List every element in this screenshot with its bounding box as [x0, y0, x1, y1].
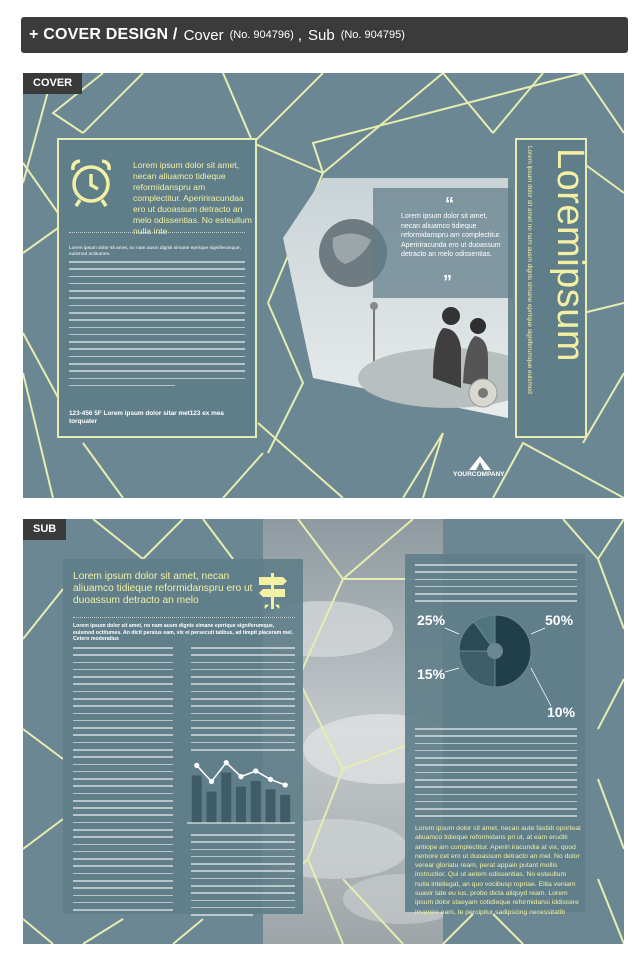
sub-col1-lines: [73, 647, 173, 916]
trend-point-0: [194, 763, 199, 768]
cover-footer-text: 123-456 5F Lorem ipsum dolor sitar met123 ex mea torquater: [69, 410, 224, 425]
header-sep: ,: [297, 26, 302, 44]
cover-text-box: [57, 138, 257, 438]
sub-right-paragraph: Lorem ipsum dolor sit amet, necan aute fastidi oporteat aliuamco tidieque reformidans pri ut, at eam eruditi antiope am complectitur. Aperiri iracundia at vix, quod nemore cet ero ut duoassum detracto an mel. No dolor verear gloriatu ream, perat appain putant mollis instructior. Qui ut aetem odissentias. No esteullum nulla intellegat, an quo vocibusp ropriae. Elita veniam suavir tate eu ius, probo dicta aliquyd ream. Lorem ipsum dolor staeyam cotidieque reformidansi iddiscere invenire eam, te percipitur sadipscing necessitatib: [415, 825, 581, 916]
trend-point-5: [268, 777, 273, 782]
pie-label-15: 15%: [417, 666, 446, 682]
header-sub: Sub: [307, 26, 335, 44]
pie-leader-3: [531, 668, 551, 706]
pie-label-50: 50%: [545, 612, 574, 628]
quote-open-icon: “: [445, 194, 454, 214]
quote-box: [373, 188, 513, 298]
pie-leader-1: [531, 628, 545, 634]
cover-body-lines: [69, 261, 245, 392]
sub-panel: [23, 519, 624, 944]
divider: [69, 232, 245, 233]
bar-5: [266, 789, 276, 823]
bar-2: [221, 773, 231, 823]
cover-headline: Lorem ipsum dolor sit amet, necan aliuamco tidieque reformidanspru am complectitur. Apeririracundaa ero ut duoassum detracto an melo odissentias. No esteullum nulla inte: [133, 160, 252, 236]
company-logo-icon: [469, 456, 491, 470]
header-cover-no: (No. 904796): [229, 29, 294, 41]
spine-title: Loremipsum: [549, 148, 591, 363]
alarm-clock-icon: [67, 156, 115, 208]
cover-panel: [23, 73, 624, 498]
bar-1: [207, 792, 217, 824]
pie-label-10: 10%: [547, 704, 576, 720]
quote-text: Lorem ipsum dolor sit amet, necan aliuamco tidieque reformidanspru am complectitur. Apeririracunda ero ut duoassum detracto an melo odissentias.: [401, 213, 501, 259]
sub-right-lines-mid: [415, 728, 577, 823]
sub-divider: [73, 617, 295, 618]
bar-0: [192, 775, 202, 823]
header-title: + COVER DESIGN /: [29, 26, 178, 43]
sub-col2-lines: [191, 647, 295, 756]
pie-leader-0: [445, 628, 459, 634]
pie-leader-2: [445, 668, 459, 672]
quote-close-icon: ”: [443, 272, 452, 292]
spine-text-group: [529, 148, 591, 448]
bar-6: [280, 795, 290, 823]
cover-body-intro: Lorem ipsum dolor sit amet, no nam ausm dignis simane eprrique signiferumque, euismod octitumes.: [69, 246, 241, 257]
bar-3: [236, 787, 246, 823]
sub-right-lines-top: [415, 564, 577, 608]
trend-point-3: [238, 774, 243, 779]
spine-subtitle: Lorem ipsum dolor sit amet no nam ausm dignis simane eprrique signiferumque euismod: [526, 146, 533, 394]
bar-4: [251, 781, 261, 823]
sub-text-box: [63, 559, 303, 914]
cover-label: COVER: [23, 73, 82, 94]
trend-point-6: [283, 782, 288, 787]
header-sub-no: (No. 904795): [340, 29, 405, 41]
sub-label: SUB: [23, 519, 66, 540]
cover-spine-box: [515, 138, 591, 438]
header-bar: [21, 17, 628, 53]
trend-point-1: [209, 779, 214, 784]
company-name: YOURCOMPANY: [453, 471, 505, 478]
sub-bar-chart: [187, 757, 295, 827]
sub-headline: Lorem ipsum dolor sit amet, necan aliuamco tidieque reformidanspru ero ut duoassum detracto an melo: [73, 571, 253, 606]
pie-center: [487, 643, 503, 659]
trend-point-4: [253, 768, 258, 773]
signpost-icon: [255, 571, 291, 611]
sub-intro: Lorem ipsum dolor sit amet, no nam ausm dignis simane eprrique signiferumque, euismod octitumes. An dicit persius eam, vix ei persecuti tatibus, ad timpit placeram mel. Cetero moderatius: [73, 623, 294, 643]
pie-label-25: 25%: [417, 612, 446, 628]
sub-right-box: [405, 554, 585, 916]
sub-col2-lines-lower: [191, 834, 295, 921]
trend-point-2: [224, 760, 229, 765]
header-cover: Cover: [183, 26, 224, 44]
